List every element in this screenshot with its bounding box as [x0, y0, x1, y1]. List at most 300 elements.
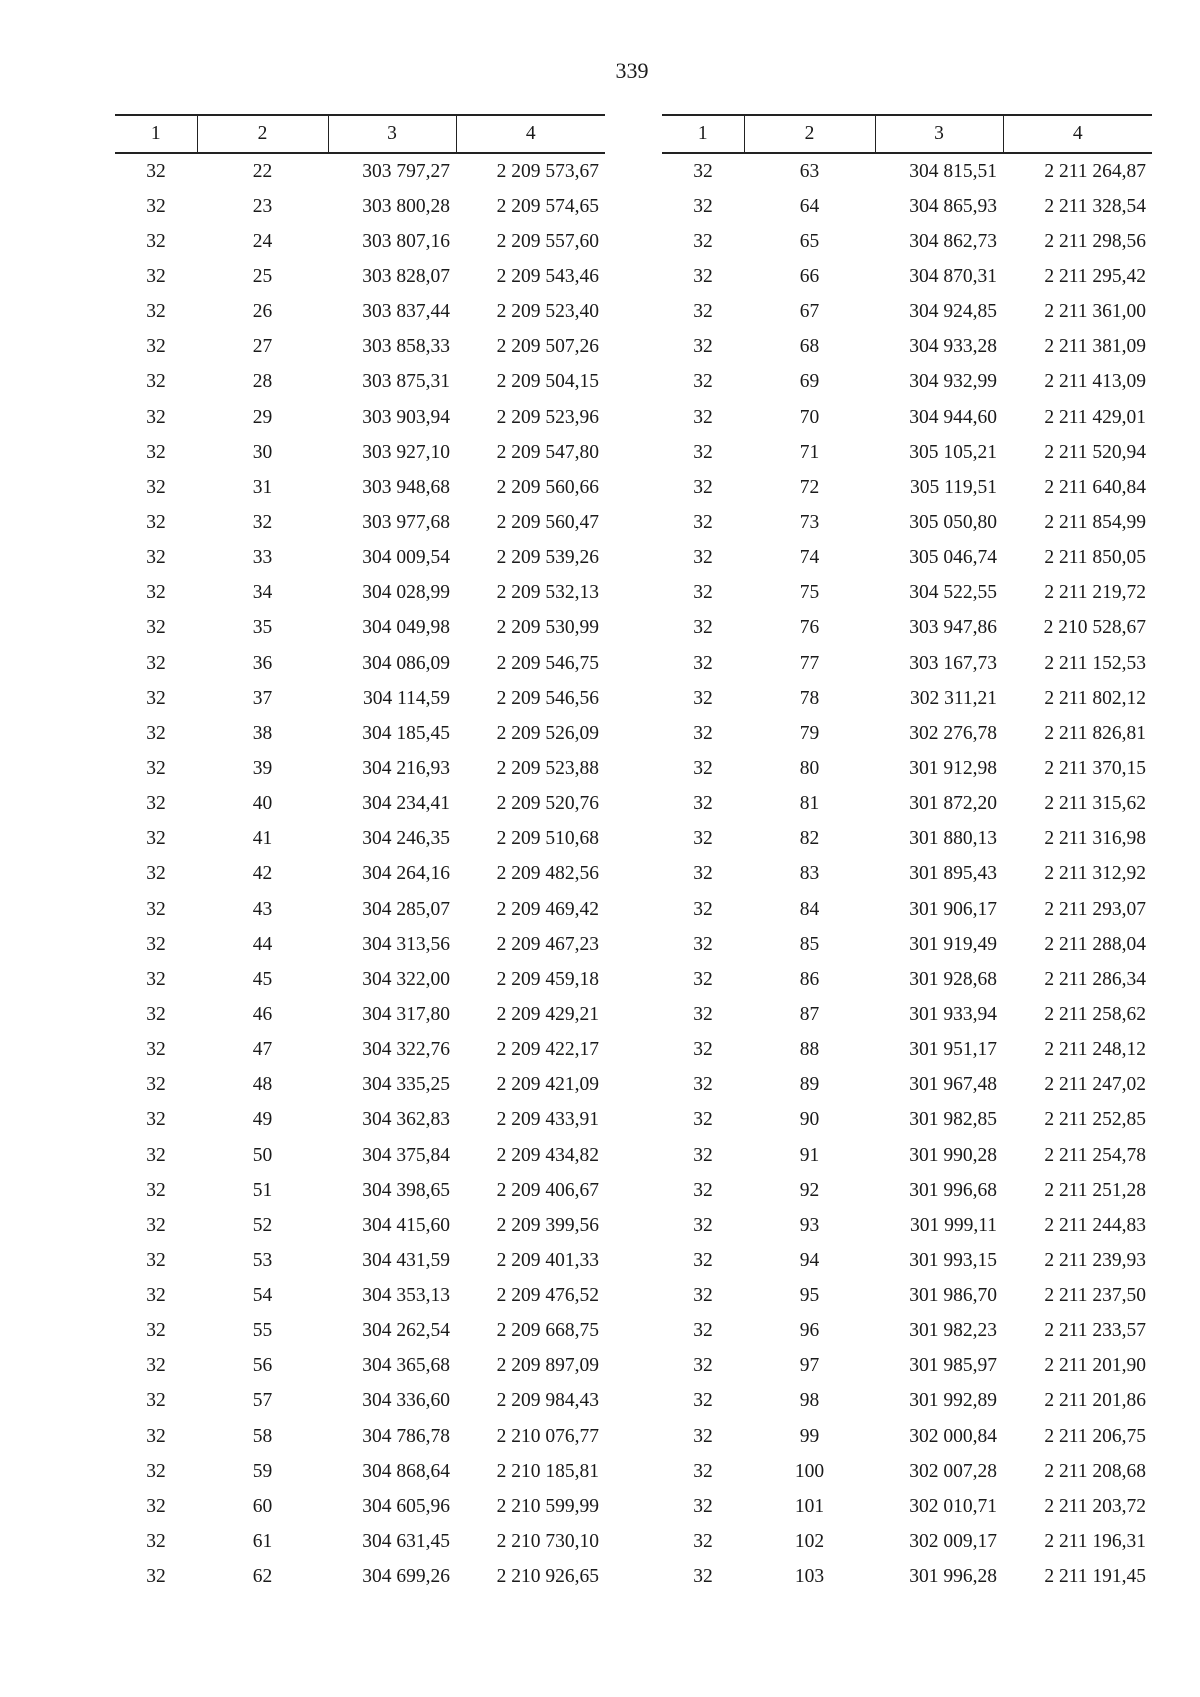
cell-col-1: 32	[693, 1460, 713, 1482]
cell-col-2: 45	[252, 968, 273, 990]
cell-col-2: 93	[799, 1214, 820, 1236]
cell-col-3: 303 828,07	[362, 265, 450, 287]
table-row	[115, 295, 605, 330]
cell-col-4: 2 209 429,21	[496, 1003, 599, 1025]
cell-col-4: 2 209 399,56	[496, 1214, 599, 1236]
cell-col-4: 2 211 295,42	[1044, 265, 1146, 287]
cell-col-3: 301 919,49	[909, 933, 997, 955]
cell-col-2: 50	[252, 1144, 273, 1166]
cell-col-1: 32	[693, 1249, 713, 1271]
cell-col-3: 303 800,28	[362, 195, 450, 217]
cell-col-4: 2 209 546,75	[496, 652, 599, 674]
cell-col-1: 32	[693, 933, 713, 955]
table-row	[662, 1384, 1152, 1419]
table-row	[662, 611, 1152, 646]
page-number: 339	[615, 58, 649, 83]
table-row	[662, 1173, 1152, 1208]
cell-col-2: 38	[252, 722, 273, 744]
cell-col-3: 304 185,45	[362, 722, 450, 744]
cell-col-3: 304 786,78	[362, 1425, 450, 1447]
cell-col-3: 304 862,73	[909, 230, 997, 252]
table-row	[115, 189, 605, 224]
cell-col-1: 32	[693, 722, 713, 744]
cell-col-3: 305 119,51	[909, 476, 997, 498]
cell-col-2: 77	[799, 652, 820, 674]
table-row	[662, 751, 1152, 786]
cell-col-1: 32	[146, 1179, 166, 1201]
cell-col-4: 2 211 520,94	[1044, 441, 1146, 463]
cell-col-3: 304 285,07	[362, 898, 450, 920]
cell-col-4: 2 211 413,09	[1044, 371, 1146, 393]
table-row	[115, 681, 605, 716]
cell-col-2: 102	[794, 1531, 825, 1553]
cell-col-3: 302 007,28	[909, 1460, 997, 1482]
cell-col-4: 2 211 233,57	[1044, 1320, 1146, 1342]
cell-col-4: 2 209 434,82	[496, 1144, 599, 1166]
header-row	[115, 115, 605, 153]
cell-col-3: 301 967,48	[909, 1074, 997, 1096]
table-row	[662, 470, 1152, 505]
cell-col-4: 2 209 401,33	[496, 1249, 599, 1271]
cell-col-3: 304 086,09	[362, 652, 450, 674]
cell-col-3: 304 216,93	[362, 757, 450, 779]
table-row	[115, 470, 605, 505]
cell-col-3: 302 009,17	[909, 1531, 997, 1553]
column-header-2: 2	[197, 115, 328, 153]
cell-col-3: 301 951,17	[909, 1039, 997, 1061]
column-header-2: 2	[744, 115, 875, 153]
coordinates-table-left	[115, 114, 605, 1595]
cell-col-3: 303 977,68	[362, 511, 450, 533]
table-row	[115, 927, 605, 962]
cell-col-1: 32	[693, 687, 713, 709]
table-row	[115, 751, 605, 786]
column-header-3: 3	[875, 115, 1003, 153]
cell-col-4: 2 209 482,56	[496, 863, 599, 885]
table-row	[115, 330, 605, 365]
cell-col-1: 32	[146, 863, 166, 885]
cell-col-3: 302 010,71	[909, 1495, 997, 1517]
cell-col-4: 2 209 504,15	[496, 371, 599, 393]
cell-col-3: 301 996,28	[909, 1566, 997, 1588]
cell-col-4: 2 211 239,93	[1044, 1249, 1146, 1271]
column-header-1: 1	[662, 115, 744, 153]
cell-col-3: 303 167,73	[909, 652, 997, 674]
cell-col-4: 2 211 850,05	[1044, 547, 1146, 569]
cell-col-3: 305 046,74	[909, 547, 997, 569]
cell-col-1: 32	[693, 1214, 713, 1236]
cell-col-1: 32	[693, 793, 713, 815]
cell-col-1: 32	[146, 1495, 166, 1517]
cell-col-1: 32	[146, 441, 166, 463]
cell-col-4: 2 209 530,99	[496, 617, 599, 639]
cell-col-4: 2 211 152,53	[1044, 652, 1146, 674]
cell-col-3: 304 815,51	[909, 160, 997, 182]
cell-col-2: 30	[252, 441, 273, 463]
cell-col-3: 304 375,84	[362, 1144, 450, 1166]
cell-col-2: 39	[252, 757, 273, 779]
cell-col-3: 304 933,28	[909, 336, 997, 358]
cell-col-4: 2 209 560,47	[496, 511, 599, 533]
table-row	[662, 1489, 1152, 1524]
cell-col-2: 101	[794, 1495, 825, 1517]
cell-col-4: 2 211 247,02	[1044, 1074, 1146, 1096]
cell-col-4: 2 209 897,09	[496, 1355, 599, 1377]
cell-col-4: 2 210 730,10	[496, 1531, 599, 1553]
cell-col-4: 2 210 599,99	[496, 1495, 599, 1517]
cell-col-4: 2 209 560,66	[496, 476, 599, 498]
cell-col-4: 2 210 926,65	[496, 1566, 599, 1588]
cell-col-4: 2 211 640,84	[1044, 476, 1146, 498]
cell-col-2: 90	[799, 1109, 820, 1131]
cell-col-2: 98	[799, 1390, 820, 1412]
cell-col-2: 32	[252, 511, 273, 533]
cell-col-2: 41	[252, 828, 273, 850]
table-row	[115, 1314, 605, 1349]
cell-col-4: 2 211 252,85	[1044, 1109, 1146, 1131]
cell-col-2: 61	[252, 1531, 273, 1553]
cell-col-1: 32	[146, 828, 166, 850]
table-row	[662, 1033, 1152, 1068]
cell-col-3: 304 049,98	[362, 617, 450, 639]
cell-col-2: 22	[252, 160, 273, 182]
cell-col-3: 302 000,84	[909, 1425, 997, 1447]
cell-col-2: 28	[252, 371, 273, 393]
cell-col-1: 32	[146, 1249, 166, 1271]
table-row	[662, 997, 1152, 1032]
table-row	[662, 1560, 1152, 1595]
cell-col-3: 305 105,21	[909, 441, 997, 463]
table-row	[115, 1349, 605, 1384]
table-row	[115, 505, 605, 540]
cell-col-4: 2 211 826,81	[1044, 722, 1146, 744]
cell-col-3: 301 912,98	[909, 757, 997, 779]
cell-col-1: 32	[693, 441, 713, 463]
cell-col-2: 100	[794, 1460, 825, 1482]
table-row	[662, 1419, 1152, 1454]
cell-col-2: 69	[799, 371, 820, 393]
cell-col-3: 301 933,94	[909, 1003, 997, 1025]
cell-col-2: 85	[799, 933, 820, 955]
cell-col-1: 32	[693, 863, 713, 885]
cell-col-3: 304 932,99	[909, 371, 997, 393]
cell-col-3: 304 322,76	[362, 1039, 450, 1061]
cell-col-4: 2 209 467,23	[496, 933, 599, 955]
table-row	[662, 365, 1152, 400]
cell-col-2: 95	[799, 1285, 820, 1307]
cell-col-3: 304 028,99	[362, 582, 450, 604]
cell-col-1: 32	[146, 687, 166, 709]
cell-col-4: 2 211 328,54	[1044, 195, 1146, 217]
table-row	[115, 1208, 605, 1243]
cell-col-1: 32	[693, 828, 713, 850]
cell-col-1: 32	[146, 371, 166, 393]
cell-col-2: 57	[252, 1390, 273, 1412]
table-row	[662, 1243, 1152, 1278]
cell-col-1: 32	[146, 968, 166, 990]
cell-col-2: 55	[252, 1320, 273, 1342]
cell-col-1: 32	[146, 1566, 166, 1588]
cell-col-1: 32	[146, 301, 166, 323]
cell-col-3: 304 234,41	[362, 793, 450, 815]
cell-col-4: 2 211 201,86	[1044, 1390, 1146, 1412]
table-row	[662, 153, 1152, 189]
cell-col-4: 2 209 469,42	[496, 898, 599, 920]
table-row	[662, 189, 1152, 224]
cell-col-2: 25	[252, 265, 273, 287]
cell-col-3: 304 009,54	[362, 547, 450, 569]
table-row	[115, 1524, 605, 1559]
cell-col-2: 26	[252, 301, 273, 323]
cell-col-2: 81	[799, 793, 820, 815]
cell-col-2: 87	[799, 1003, 820, 1025]
cell-col-1: 32	[693, 1144, 713, 1166]
table-row	[115, 646, 605, 681]
table-row	[115, 892, 605, 927]
cell-col-3: 301 990,28	[909, 1144, 997, 1166]
cell-col-2: 82	[799, 828, 820, 850]
cell-col-2: 64	[799, 195, 820, 217]
cell-col-4: 2 209 459,18	[496, 968, 599, 990]
cell-col-1: 32	[693, 1320, 713, 1342]
cell-col-1: 32	[693, 582, 713, 604]
table-row	[662, 224, 1152, 259]
cell-col-1: 32	[146, 476, 166, 498]
table-row	[115, 1454, 605, 1489]
cell-col-1: 32	[693, 1003, 713, 1025]
cell-col-1: 32	[693, 652, 713, 674]
cell-col-3: 303 875,31	[362, 371, 450, 393]
table-row	[115, 224, 605, 259]
cell-col-4: 2 209 984,43	[496, 1390, 599, 1412]
cell-col-3: 304 264,16	[362, 863, 450, 885]
cell-col-1: 32	[693, 371, 713, 393]
table-row	[115, 400, 605, 435]
cell-col-3: 301 993,15	[909, 1249, 997, 1271]
cell-col-3: 303 947,86	[909, 617, 997, 639]
cell-col-4: 2 209 532,13	[496, 582, 599, 604]
cell-col-3: 303 948,68	[362, 476, 450, 498]
table-row	[115, 1033, 605, 1068]
cell-col-1: 32	[693, 195, 713, 217]
cell-col-4: 2 211 286,34	[1044, 968, 1146, 990]
cell-col-2: 70	[799, 406, 820, 428]
cell-col-3: 302 276,78	[909, 722, 997, 744]
cell-col-2: 35	[252, 617, 273, 639]
cell-col-1: 32	[146, 1074, 166, 1096]
cell-col-4: 2 211 237,50	[1044, 1285, 1146, 1307]
cell-col-3: 304 870,31	[909, 265, 997, 287]
cell-col-2: 48	[252, 1074, 273, 1096]
cell-col-4: 2 211 258,62	[1044, 1003, 1146, 1025]
cell-col-1: 32	[146, 406, 166, 428]
cell-col-2: 47	[252, 1039, 273, 1061]
header-row	[662, 115, 1152, 153]
cell-col-2: 53	[252, 1249, 273, 1271]
table-row	[662, 1314, 1152, 1349]
cell-col-3: 304 365,68	[362, 1355, 450, 1377]
cell-col-3: 304 114,59	[362, 687, 450, 709]
cell-col-1: 32	[146, 511, 166, 533]
cell-col-4: 2 209 668,75	[496, 1320, 599, 1342]
cell-col-4: 2 211 208,68	[1044, 1460, 1146, 1482]
cell-col-1: 32	[693, 336, 713, 358]
table-row	[115, 259, 605, 294]
cell-col-1: 32	[693, 1390, 713, 1412]
cell-col-4: 2 209 573,67	[496, 160, 599, 182]
cell-col-3: 304 522,55	[909, 582, 997, 604]
cell-col-1: 32	[146, 898, 166, 920]
table-row	[662, 822, 1152, 857]
cell-col-2: 72	[799, 476, 820, 498]
table-row	[662, 330, 1152, 365]
cell-col-3: 301 999,11	[909, 1214, 997, 1236]
cell-col-1: 32	[693, 1179, 713, 1201]
cell-col-1: 32	[693, 265, 713, 287]
cell-col-2: 103	[794, 1566, 825, 1588]
cell-col-4: 2 209 476,52	[496, 1285, 599, 1307]
cell-col-3: 304 317,80	[362, 1003, 450, 1025]
cell-col-4: 2 209 523,40	[496, 301, 599, 323]
table-row	[115, 1068, 605, 1103]
cell-col-4: 2 209 422,17	[496, 1039, 599, 1061]
table-row	[115, 541, 605, 576]
cell-col-1: 32	[146, 582, 166, 604]
cell-col-3: 301 985,97	[909, 1355, 997, 1377]
cell-col-4: 2 211 219,72	[1044, 582, 1146, 604]
cell-col-2: 67	[799, 301, 820, 323]
cell-col-2: 58	[252, 1425, 273, 1447]
cell-col-4: 2 211 203,72	[1044, 1495, 1146, 1517]
cell-col-3: 304 699,26	[362, 1566, 450, 1588]
cell-col-3: 304 865,93	[909, 195, 997, 217]
cell-col-4: 2 209 539,26	[496, 547, 599, 569]
cell-col-3: 303 858,33	[362, 336, 450, 358]
cell-col-4: 2 209 510,68	[496, 828, 599, 850]
cell-col-1: 32	[693, 1531, 713, 1553]
table-row	[115, 962, 605, 997]
cell-col-1: 32	[693, 1566, 713, 1588]
table-row	[115, 997, 605, 1032]
table-row	[115, 1138, 605, 1173]
cell-col-3: 301 982,23	[909, 1320, 997, 1342]
table-row	[115, 1103, 605, 1138]
cell-col-3: 304 335,25	[362, 1074, 450, 1096]
table-row	[115, 153, 605, 189]
cell-col-4: 2 209 543,46	[496, 265, 599, 287]
cell-col-4: 2 209 406,67	[496, 1179, 599, 1201]
cell-col-2: 71	[799, 441, 820, 463]
cell-col-1: 32	[693, 1355, 713, 1377]
cell-col-4: 2 211 206,75	[1044, 1425, 1146, 1447]
table-row	[115, 822, 605, 857]
cell-col-1: 32	[693, 1109, 713, 1131]
cell-col-2: 68	[799, 336, 820, 358]
cell-col-1: 32	[146, 722, 166, 744]
cell-col-1: 32	[693, 406, 713, 428]
table-row	[662, 435, 1152, 470]
table-row	[662, 259, 1152, 294]
cell-col-2: 65	[799, 230, 820, 252]
cell-col-4: 2 211 248,12	[1044, 1039, 1146, 1061]
cell-col-2: 40	[252, 793, 273, 815]
cell-col-2: 27	[252, 336, 273, 358]
cell-col-2: 63	[799, 160, 820, 182]
cell-col-3: 304 431,59	[362, 1249, 450, 1271]
cell-col-1: 32	[146, 1214, 166, 1236]
cell-col-1: 32	[146, 1144, 166, 1166]
cell-col-1: 32	[693, 230, 713, 252]
cell-col-4: 2 211 802,12	[1044, 687, 1146, 709]
table-row	[662, 962, 1152, 997]
table-row	[115, 576, 605, 611]
cell-col-2: 37	[252, 687, 273, 709]
cell-col-1: 32	[146, 1355, 166, 1377]
cell-col-3: 301 872,20	[909, 793, 997, 815]
cell-col-3: 304 313,56	[362, 933, 450, 955]
cell-col-4: 2 211 293,07	[1044, 898, 1146, 920]
column-header-1: 1	[115, 115, 197, 153]
cell-col-2: 76	[799, 617, 820, 639]
cell-col-1: 32	[146, 1003, 166, 1025]
cell-col-4: 2 209 507,26	[496, 336, 599, 358]
cell-col-2: 75	[799, 582, 820, 604]
cell-col-2: 97	[799, 1355, 820, 1377]
cell-col-4: 2 209 526,09	[496, 722, 599, 744]
cell-col-2: 83	[799, 863, 820, 885]
table-row	[115, 1173, 605, 1208]
table-row	[662, 1103, 1152, 1138]
cell-col-4: 2 209 557,60	[496, 230, 599, 252]
cell-col-1: 32	[146, 1460, 166, 1482]
cell-col-2: 92	[799, 1179, 820, 1201]
cell-col-4: 2 211 244,83	[1044, 1214, 1146, 1236]
table-row	[662, 1454, 1152, 1489]
table-row	[662, 541, 1152, 576]
table-row	[115, 435, 605, 470]
cell-col-1: 32	[146, 547, 166, 569]
table-row	[115, 1419, 605, 1454]
cell-col-1: 32	[146, 1320, 166, 1342]
cell-col-3: 301 992,89	[909, 1390, 997, 1412]
cell-col-2: 44	[252, 933, 273, 955]
cell-col-3: 301 880,13	[909, 828, 997, 850]
cell-col-1: 32	[146, 195, 166, 217]
cell-col-4: 2 211 316,98	[1044, 828, 1146, 850]
table-row	[662, 1208, 1152, 1243]
cell-col-4: 2 209 520,76	[496, 793, 599, 815]
cell-col-4: 2 209 523,96	[496, 406, 599, 428]
cell-col-3: 301 928,68	[909, 968, 997, 990]
table-row	[115, 857, 605, 892]
cell-col-3: 305 050,80	[909, 511, 997, 533]
cell-col-2: 34	[252, 582, 273, 604]
cell-col-3: 304 246,35	[362, 828, 450, 850]
cell-col-2: 73	[799, 511, 820, 533]
cell-col-1: 32	[693, 476, 713, 498]
cell-col-1: 32	[693, 1285, 713, 1307]
table-row	[662, 892, 1152, 927]
cell-col-1: 32	[693, 1039, 713, 1061]
cell-col-2: 84	[799, 898, 820, 920]
table-row	[662, 857, 1152, 892]
cell-col-2: 36	[252, 652, 273, 674]
cell-col-4: 2 211 298,56	[1044, 230, 1146, 252]
cell-col-2: 86	[799, 968, 820, 990]
cell-col-3: 303 903,94	[362, 406, 450, 428]
cell-col-4: 2 209 523,88	[496, 757, 599, 779]
table-row	[662, 1279, 1152, 1314]
